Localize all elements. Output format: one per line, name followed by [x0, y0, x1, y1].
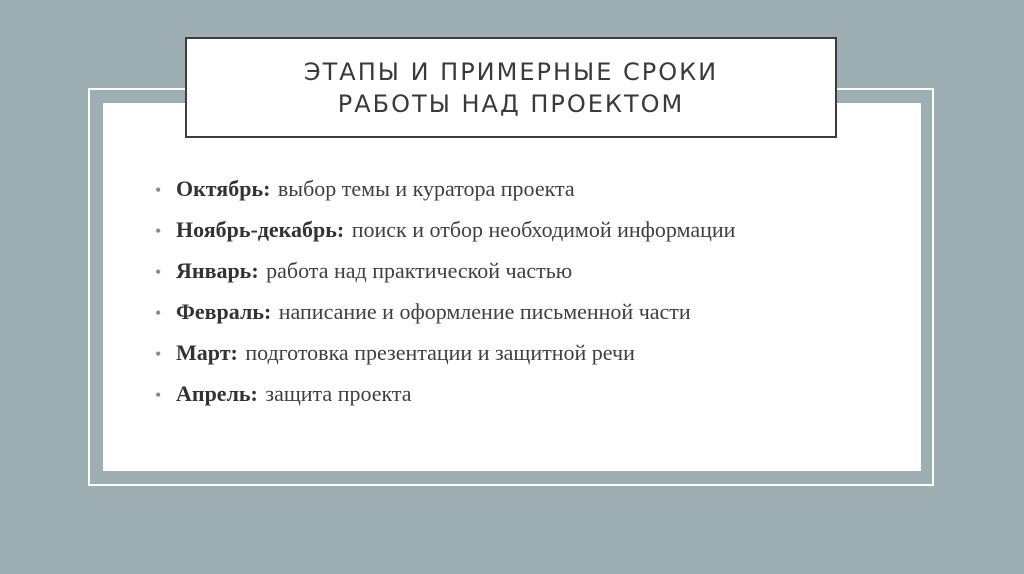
- list-item: [155, 340, 735, 381]
- bullet-icon: •: [155, 385, 162, 405]
- title-box: [185, 37, 837, 138]
- list-item: [155, 381, 735, 422]
- bullet-icon: •: [155, 221, 162, 241]
- item-text: защита проекта: [265, 381, 412, 406]
- item-month: Ноябрь-декабрь:: [176, 217, 345, 242]
- title-line-2: РАБОТЫ НАД ПРОЕКТОМ: [337, 89, 685, 118]
- list-item: [155, 299, 735, 340]
- item-month: Март:: [176, 340, 238, 365]
- bullet-icon: •: [155, 344, 162, 364]
- list-item: [155, 258, 735, 299]
- item-text: поиск и отбор необходимой информации: [351, 217, 736, 242]
- list-item: [155, 176, 735, 217]
- item-month: Апрель:: [176, 381, 258, 406]
- item-month: Октябрь:: [176, 176, 271, 201]
- bullet-icon: •: [155, 303, 162, 323]
- title-line-1: ЭТАПЫ И ПРИМЕРНЫЕ СРОКИ: [303, 57, 719, 86]
- bullet-icon: •: [155, 262, 162, 282]
- item-text: написание и оформление письменной части: [278, 299, 691, 324]
- item-text: подготовка презентации и защитной речи: [245, 340, 635, 365]
- item-month: Январь:: [176, 258, 259, 283]
- list-item: [155, 217, 735, 258]
- item-text: работа над практической частью: [266, 258, 573, 283]
- schedule-list: [155, 176, 735, 422]
- item-text: выбор темы и куратора проекта: [277, 176, 575, 201]
- bullet-icon: •: [155, 180, 162, 200]
- item-month: Февраль:: [176, 299, 272, 324]
